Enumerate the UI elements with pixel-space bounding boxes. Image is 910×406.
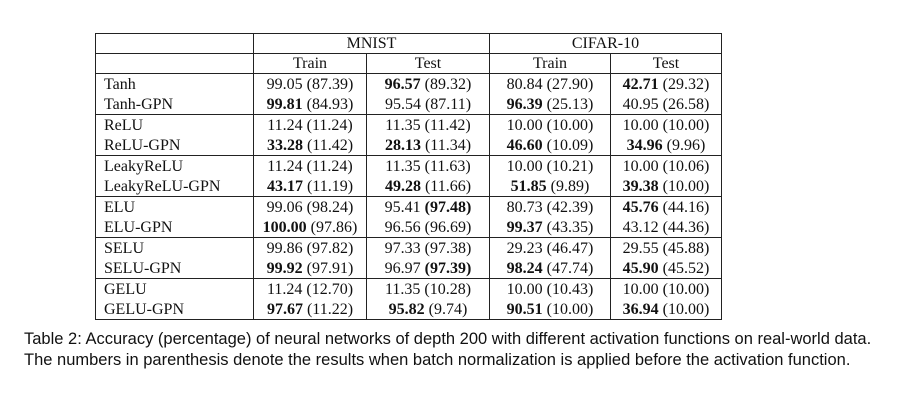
table-cell — [367, 217, 490, 238]
table-cell — [367, 197, 490, 218]
cell-value: 45.76 — [622, 198, 659, 216]
table-cell — [254, 115, 367, 136]
table-cell — [367, 238, 490, 259]
cell-bn-value: (97.38) — [424, 239, 472, 257]
table-row — [96, 238, 722, 259]
row-label: ReLU-GPN — [96, 135, 254, 156]
table-cell — [367, 279, 490, 300]
row-label: GELU-GPN — [96, 299, 254, 320]
cell-bn-value: (26.58) — [662, 95, 710, 113]
cell-value: 95.54 — [384, 95, 421, 113]
row-label: SELU-GPN — [96, 258, 254, 279]
cell-value: 10.00 — [622, 157, 659, 175]
cell-bn-value: (10.09) — [546, 136, 594, 154]
table-row — [96, 279, 722, 300]
cell-value: 11.24 — [267, 116, 303, 134]
row-label: LeakyReLU-GPN — [96, 176, 254, 197]
cell-bn-value: (89.32) — [424, 75, 472, 93]
table-cell — [254, 279, 367, 300]
cell-bn-value: (10.00) — [546, 116, 594, 134]
row-label: GELU — [96, 279, 254, 300]
cell-value: 11.35 — [384, 280, 421, 298]
results-table-body — [96, 34, 722, 320]
cell-bn-value: (11.19) — [306, 177, 354, 195]
cell-bn-value: (9.74) — [428, 300, 468, 318]
table-cell — [254, 217, 367, 238]
cell-value: 90.51 — [506, 300, 543, 318]
cell-value: 45.90 — [622, 259, 659, 277]
table-row — [96, 135, 722, 156]
cell-value: 99.92 — [266, 259, 303, 277]
subheader-mnist-test: Test — [367, 54, 490, 74]
corner-cell-sub — [96, 54, 254, 74]
table-cell — [611, 176, 722, 197]
cell-bn-value: (46.47) — [546, 239, 594, 257]
cell-value: 10.00 — [622, 116, 659, 134]
table-cell — [254, 94, 367, 115]
table-row — [96, 176, 722, 197]
cell-bn-value: (10.00) — [546, 300, 594, 318]
cell-bn-value: (96.69) — [424, 218, 472, 236]
cell-bn-value: (97.91) — [306, 259, 354, 277]
cell-bn-value: (11.24) — [306, 116, 353, 134]
row-label: Tanh-GPN — [96, 94, 254, 115]
cell-value: 11.35 — [385, 157, 421, 175]
table-cell — [611, 258, 722, 279]
table-cell — [254, 156, 367, 177]
table-cell — [611, 217, 722, 238]
cell-value: 10.00 — [506, 280, 543, 298]
table-cell — [490, 176, 611, 197]
table-cell — [367, 258, 490, 279]
table-cell — [490, 299, 611, 320]
table-cell — [367, 115, 490, 136]
subheader-mnist-train: Train — [254, 54, 367, 74]
table-cell — [367, 135, 490, 156]
row-label: LeakyReLU — [96, 156, 254, 177]
cell-bn-value: (10.00) — [662, 116, 710, 134]
cell-value: 80.73 — [506, 198, 543, 216]
table-cell — [254, 299, 367, 320]
cell-value: 34.96 — [626, 136, 663, 154]
cell-value: 51.85 — [510, 177, 547, 195]
cell-value: 46.60 — [506, 136, 543, 154]
table-cell — [611, 299, 722, 320]
subheader-cifar-train: Train — [490, 54, 611, 74]
cell-bn-value: (97.82) — [306, 239, 354, 257]
cell-bn-value: (10.00) — [662, 280, 710, 298]
table-cell — [367, 94, 490, 115]
cell-bn-value: (11.63) — [424, 157, 471, 175]
cell-value: 29.23 — [506, 239, 543, 257]
table-cell — [611, 238, 722, 259]
subheader-row — [96, 54, 722, 74]
table-cell — [490, 217, 611, 238]
table-row — [96, 156, 722, 177]
row-label: ReLU — [96, 115, 254, 136]
table-cell — [611, 135, 722, 156]
table-caption: Table 2: Accuracy (percentage) of neural networks of depth 200 with different activation functions on real-world data. The numbers in parenthesis denote the results when batch normalization is applied before the activation function. — [24, 330, 872, 369]
results-table — [95, 33, 722, 320]
table-cell — [254, 135, 367, 156]
cell-value: 29.55 — [622, 239, 659, 257]
cell-bn-value: (10.00) — [662, 300, 710, 318]
cell-value: 99.05 — [266, 75, 303, 93]
cell-value: 80.84 — [506, 75, 543, 93]
table-cell — [254, 238, 367, 259]
cell-bn-value: (9.96) — [666, 136, 706, 154]
cell-value: 99.37 — [506, 218, 543, 236]
cell-value: 98.24 — [506, 259, 543, 277]
cell-bn-value: (45.88) — [662, 239, 710, 257]
cell-value: 43.12 — [622, 218, 659, 236]
table-cell — [611, 74, 722, 95]
table-cell — [611, 197, 722, 218]
cell-bn-value: (11.34) — [424, 136, 472, 154]
cell-bn-value: (9.89) — [550, 177, 590, 195]
table-row — [96, 299, 722, 320]
cell-bn-value: (10.21) — [546, 157, 594, 175]
table-cell — [490, 74, 611, 95]
row-label: ELU — [96, 197, 254, 218]
cell-bn-value: (25.13) — [546, 95, 594, 113]
table-row — [96, 217, 722, 238]
cell-value: 43.17 — [266, 177, 303, 195]
cell-bn-value: (29.32) — [662, 75, 710, 93]
row-label: ELU-GPN — [96, 217, 254, 238]
cell-bn-value: (97.86) — [310, 218, 358, 236]
table-cell — [490, 156, 611, 177]
cell-bn-value: (87.11) — [424, 95, 472, 113]
cell-bn-value: (10.06) — [662, 157, 710, 175]
cell-bn-value: (87.39) — [306, 75, 354, 93]
table-cell — [367, 299, 490, 320]
cell-value: 96.97 — [384, 259, 421, 277]
group-header-cifar10: CIFAR-10 — [490, 34, 722, 54]
cell-value: 11.35 — [385, 116, 421, 134]
table-row — [96, 94, 722, 115]
table-cell — [254, 74, 367, 95]
table-cell — [490, 197, 611, 218]
cell-bn-value: (11.42) — [424, 116, 471, 134]
table-cell — [611, 115, 722, 136]
cell-bn-value: (47.74) — [546, 259, 594, 277]
cell-value: 99.86 — [266, 239, 303, 257]
cell-value: 95.82 — [388, 300, 425, 318]
table-row — [96, 115, 722, 136]
cell-value: 100.00 — [262, 218, 307, 236]
table-cell — [611, 94, 722, 115]
table-cell — [611, 279, 722, 300]
row-label: SELU — [96, 238, 254, 259]
cell-value: 36.94 — [622, 300, 659, 318]
cell-bn-value: (84.93) — [306, 95, 354, 113]
cell-value: 28.13 — [384, 136, 421, 154]
table-cell — [490, 258, 611, 279]
cell-bn-value: (10.28) — [424, 280, 472, 298]
cell-value: 96.39 — [506, 95, 543, 113]
cell-bn-value: (44.36) — [662, 218, 710, 236]
cell-value: 10.00 — [622, 280, 659, 298]
cell-bn-value: (11.22) — [306, 300, 354, 318]
table-cell — [490, 94, 611, 115]
cell-value: 11.24 — [267, 157, 303, 175]
cell-value: 97.67 — [266, 300, 303, 318]
table-cell — [254, 197, 367, 218]
cell-value: 10.00 — [506, 116, 543, 134]
table-row — [96, 74, 722, 95]
cell-value: 11.24 — [266, 280, 303, 298]
cell-value: 97.33 — [384, 239, 421, 257]
table-cell — [490, 115, 611, 136]
cell-value: 39.38 — [622, 177, 659, 195]
table-cell — [254, 176, 367, 197]
cell-value: 96.56 — [384, 218, 421, 236]
cell-bn-value: (97.39) — [424, 259, 472, 277]
cell-bn-value: (42.39) — [546, 198, 594, 216]
cell-bn-value: (12.70) — [306, 280, 354, 298]
cell-value: 95.41 — [384, 198, 421, 216]
corner-cell — [96, 34, 254, 54]
cell-bn-value: (11.42) — [306, 136, 354, 154]
group-header-mnist: MNIST — [254, 34, 490, 54]
table-cell — [490, 238, 611, 259]
group-header-row — [96, 34, 722, 54]
cell-bn-value: (97.48) — [424, 198, 472, 216]
table-cell — [254, 258, 367, 279]
cell-value: 99.81 — [266, 95, 303, 113]
table-cell — [611, 156, 722, 177]
cell-bn-value: (27.90) — [546, 75, 594, 93]
cell-bn-value: (98.24) — [306, 198, 354, 216]
cell-value: 99.06 — [266, 198, 303, 216]
table-row — [96, 258, 722, 279]
cell-bn-value: (45.52) — [662, 259, 710, 277]
table-row — [96, 197, 722, 218]
cell-value: 40.95 — [622, 95, 659, 113]
table-cell — [367, 176, 490, 197]
subheader-cifar-test: Test — [611, 54, 722, 74]
cell-bn-value: (43.35) — [546, 218, 594, 236]
cell-bn-value: (10.00) — [662, 177, 710, 195]
cell-bn-value: (44.16) — [662, 198, 710, 216]
row-label: Tanh — [96, 74, 254, 95]
table-cell — [490, 279, 611, 300]
table-cell — [367, 74, 490, 95]
cell-bn-value: (11.24) — [306, 157, 353, 175]
cell-bn-value: (10.43) — [546, 280, 594, 298]
cell-value: 42.71 — [622, 75, 659, 93]
cell-value: 96.57 — [384, 75, 421, 93]
cell-value: 10.00 — [506, 157, 543, 175]
table-cell — [367, 156, 490, 177]
cell-bn-value: (11.66) — [424, 177, 472, 195]
table-cell — [490, 135, 611, 156]
cell-value: 49.28 — [384, 177, 421, 195]
cell-value: 33.28 — [266, 136, 303, 154]
